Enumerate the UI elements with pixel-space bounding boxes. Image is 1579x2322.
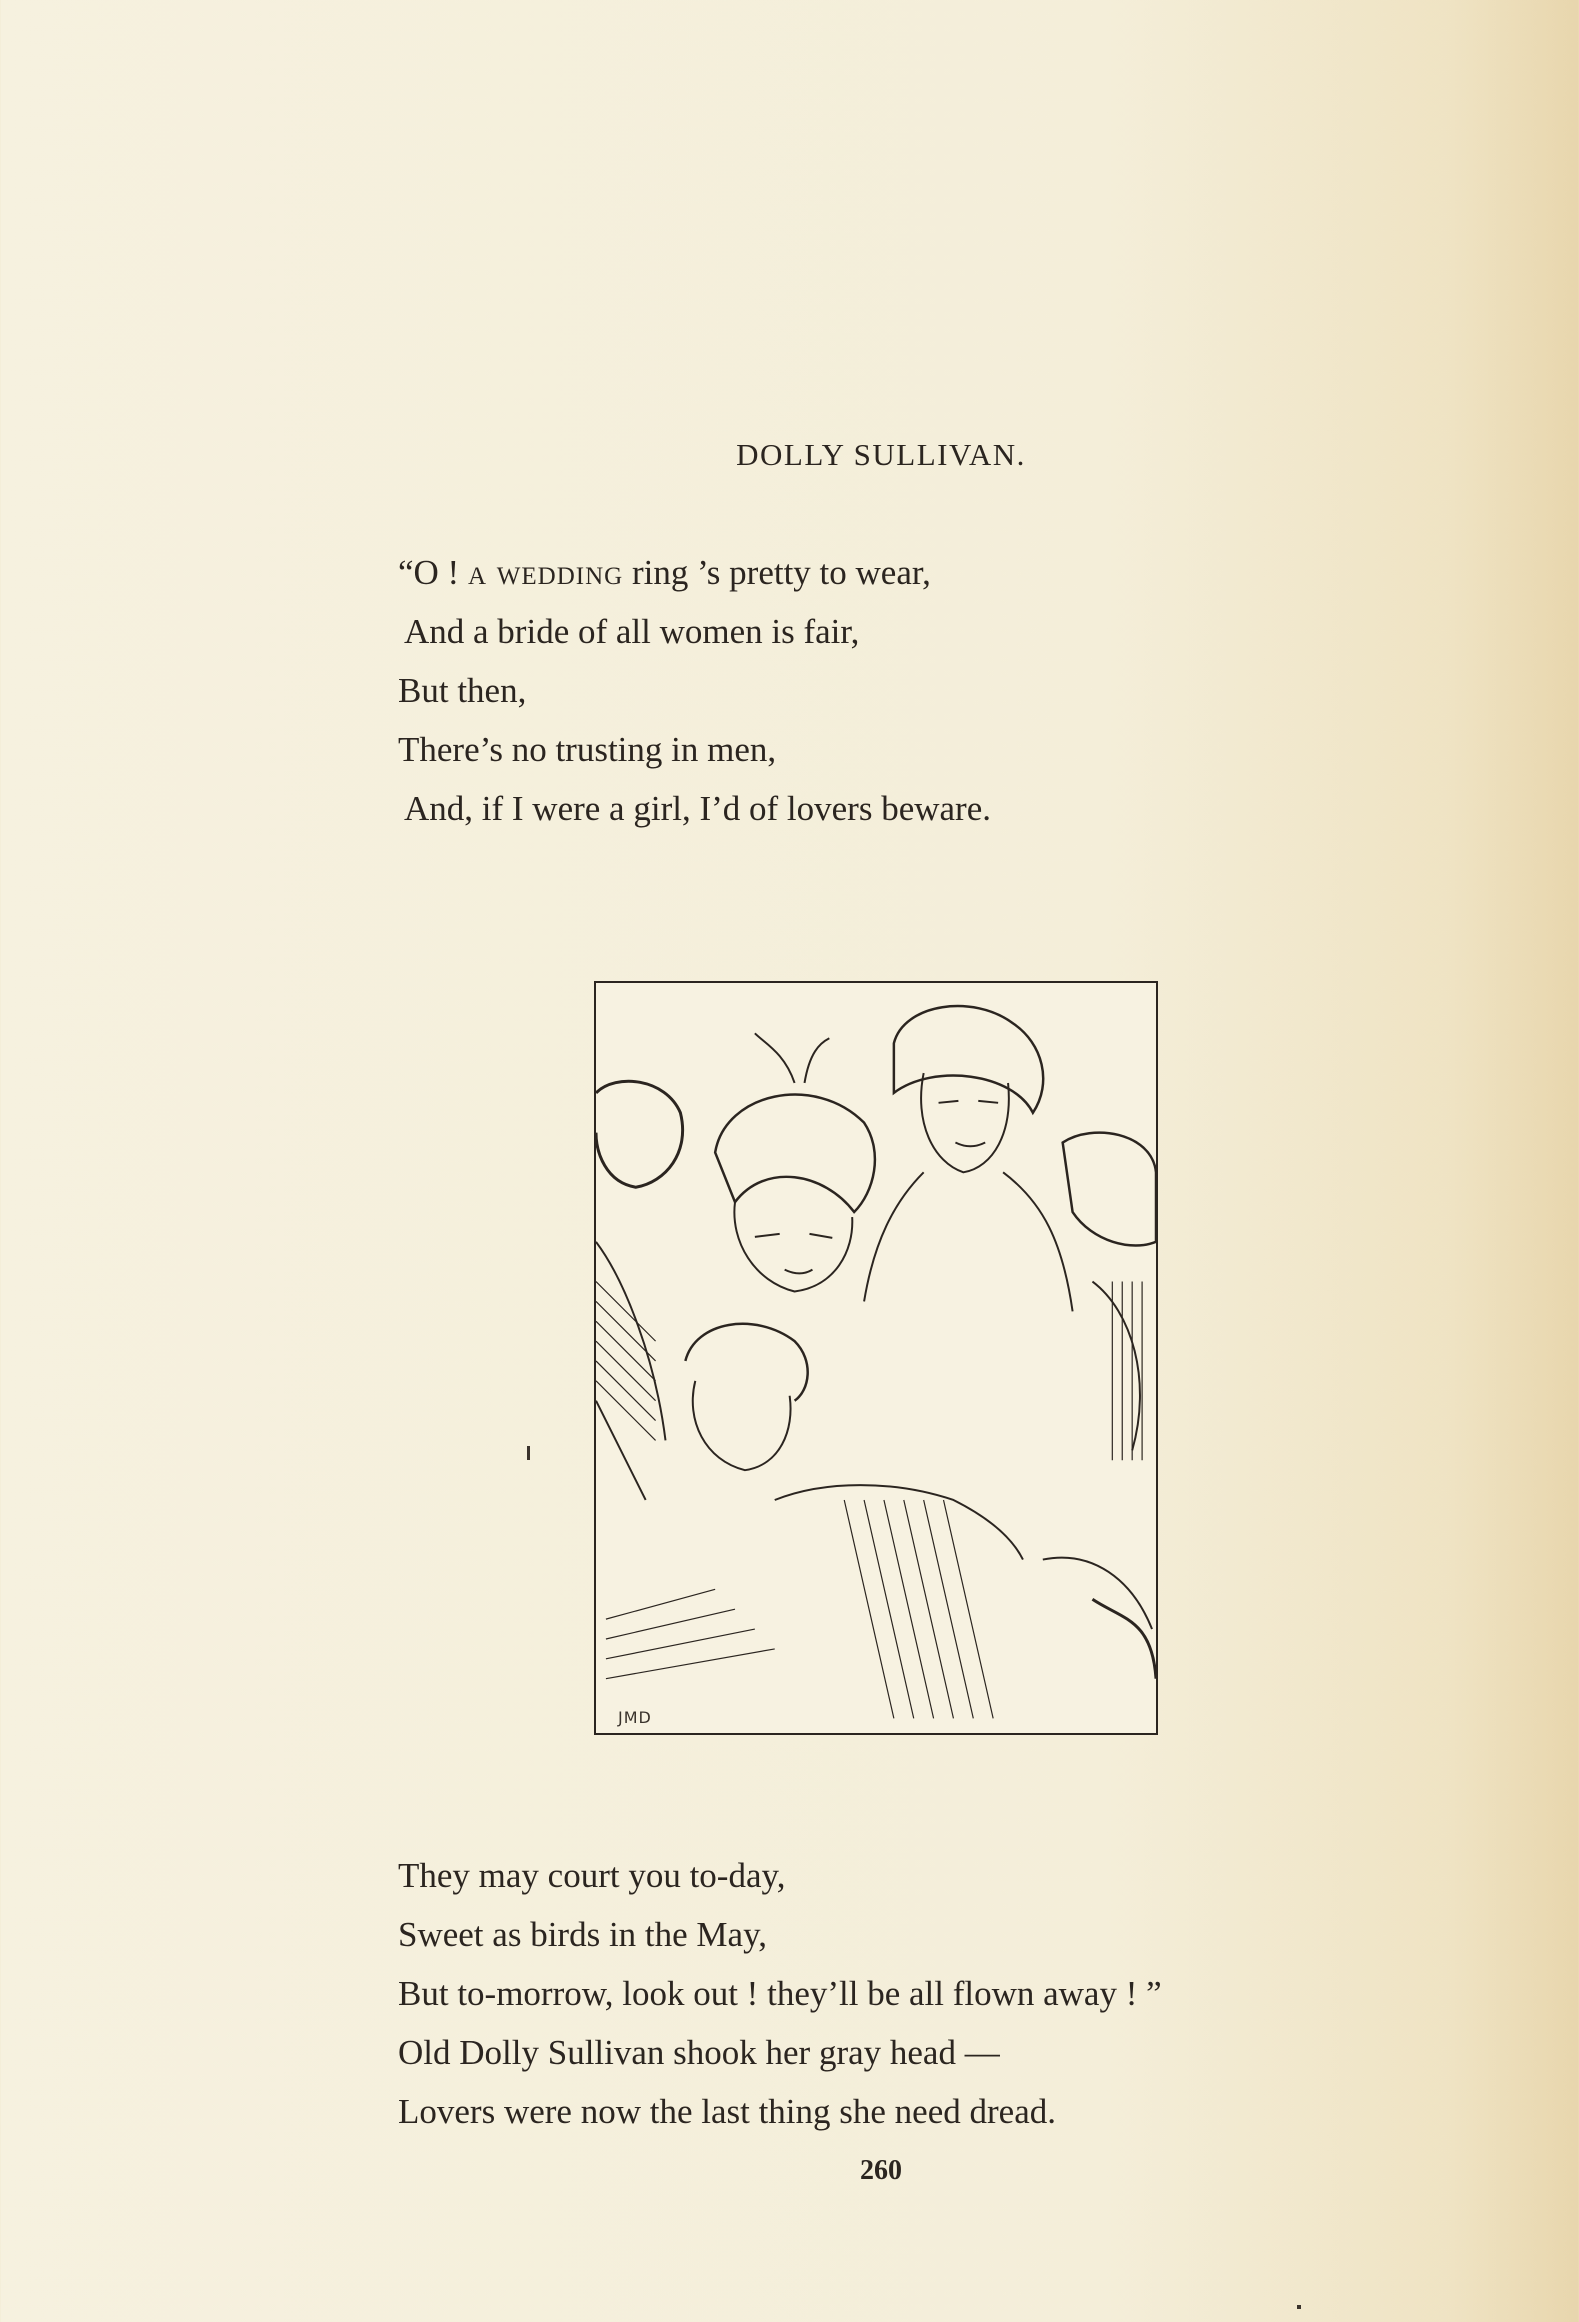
old-woman-hands bbox=[775, 1485, 1023, 1559]
stanza-2-line-3: But to-morrow, look out ! they’ll be all flown away ! ” bbox=[398, 1974, 1162, 2013]
standing-figure-eyes bbox=[939, 1101, 999, 1103]
old-woman-cap bbox=[685, 1324, 807, 1401]
girl-feather bbox=[755, 1033, 829, 1083]
standing-figure-hair bbox=[894, 1006, 1043, 1113]
page-number: 260 bbox=[860, 2155, 902, 2186]
girl-hair bbox=[715, 1095, 875, 1212]
stanza-1-line-3: But then, bbox=[398, 671, 527, 710]
engraving-illustration bbox=[594, 981, 1158, 1735]
standing-figure-shoulders bbox=[864, 1172, 1073, 1311]
stanza-1-line-1-rest: ring ’s pretty to wear, bbox=[623, 553, 931, 592]
stanza-1-line-4: There’s no trusting in men, bbox=[398, 730, 777, 769]
poem-title: DOLLY SULLIVAN. bbox=[736, 437, 1026, 472]
stanza-1 bbox=[398, 543, 991, 838]
stanza-1-line-1 bbox=[398, 543, 991, 602]
standing-figure-mouth bbox=[955, 1143, 985, 1147]
hatching-bottom-left bbox=[606, 1589, 775, 1678]
stanza-2-line-4: Old Dolly Sullivan shook her gray head — bbox=[398, 2033, 1000, 2072]
page-title bbox=[0, 437, 1579, 473]
artist-signature: JMD bbox=[618, 1708, 652, 1727]
engraving-drawing bbox=[596, 983, 1156, 1733]
old-woman-face bbox=[693, 1381, 791, 1470]
bottom-right-sleeve bbox=[1092, 1599, 1156, 1678]
stanza-1-line-5: And, if I were a girl, I’d of lovers beware. bbox=[404, 789, 991, 828]
girl-mouth bbox=[785, 1270, 813, 1274]
print-speck bbox=[527, 1446, 530, 1460]
stanza-2 bbox=[398, 1846, 1162, 2141]
right-figure-arm bbox=[1043, 1282, 1152, 1630]
girl-face bbox=[734, 1202, 852, 1291]
stanza-1-line-1-open: “O ! bbox=[398, 553, 468, 592]
stanza-2-line-2: Sweet as birds in the May, bbox=[398, 1915, 768, 1954]
stanza-2-line-1: They may court you to-day, bbox=[398, 1856, 786, 1895]
girl-eyes bbox=[755, 1234, 832, 1238]
stanza-1-line-2: And a bride of all women is fair, bbox=[404, 612, 860, 651]
left-figure-hair bbox=[596, 1081, 683, 1187]
hatching-center bbox=[844, 1500, 993, 1718]
stanza-1-line-1-smallcaps: a wedding bbox=[467, 553, 624, 592]
stanza-2-line-5: Lovers were now the last thing she need dread. bbox=[398, 2092, 1056, 2131]
right-figure-hair bbox=[1063, 1133, 1156, 1246]
standing-figure-face bbox=[921, 1073, 1009, 1172]
print-speck bbox=[1297, 2305, 1301, 2309]
